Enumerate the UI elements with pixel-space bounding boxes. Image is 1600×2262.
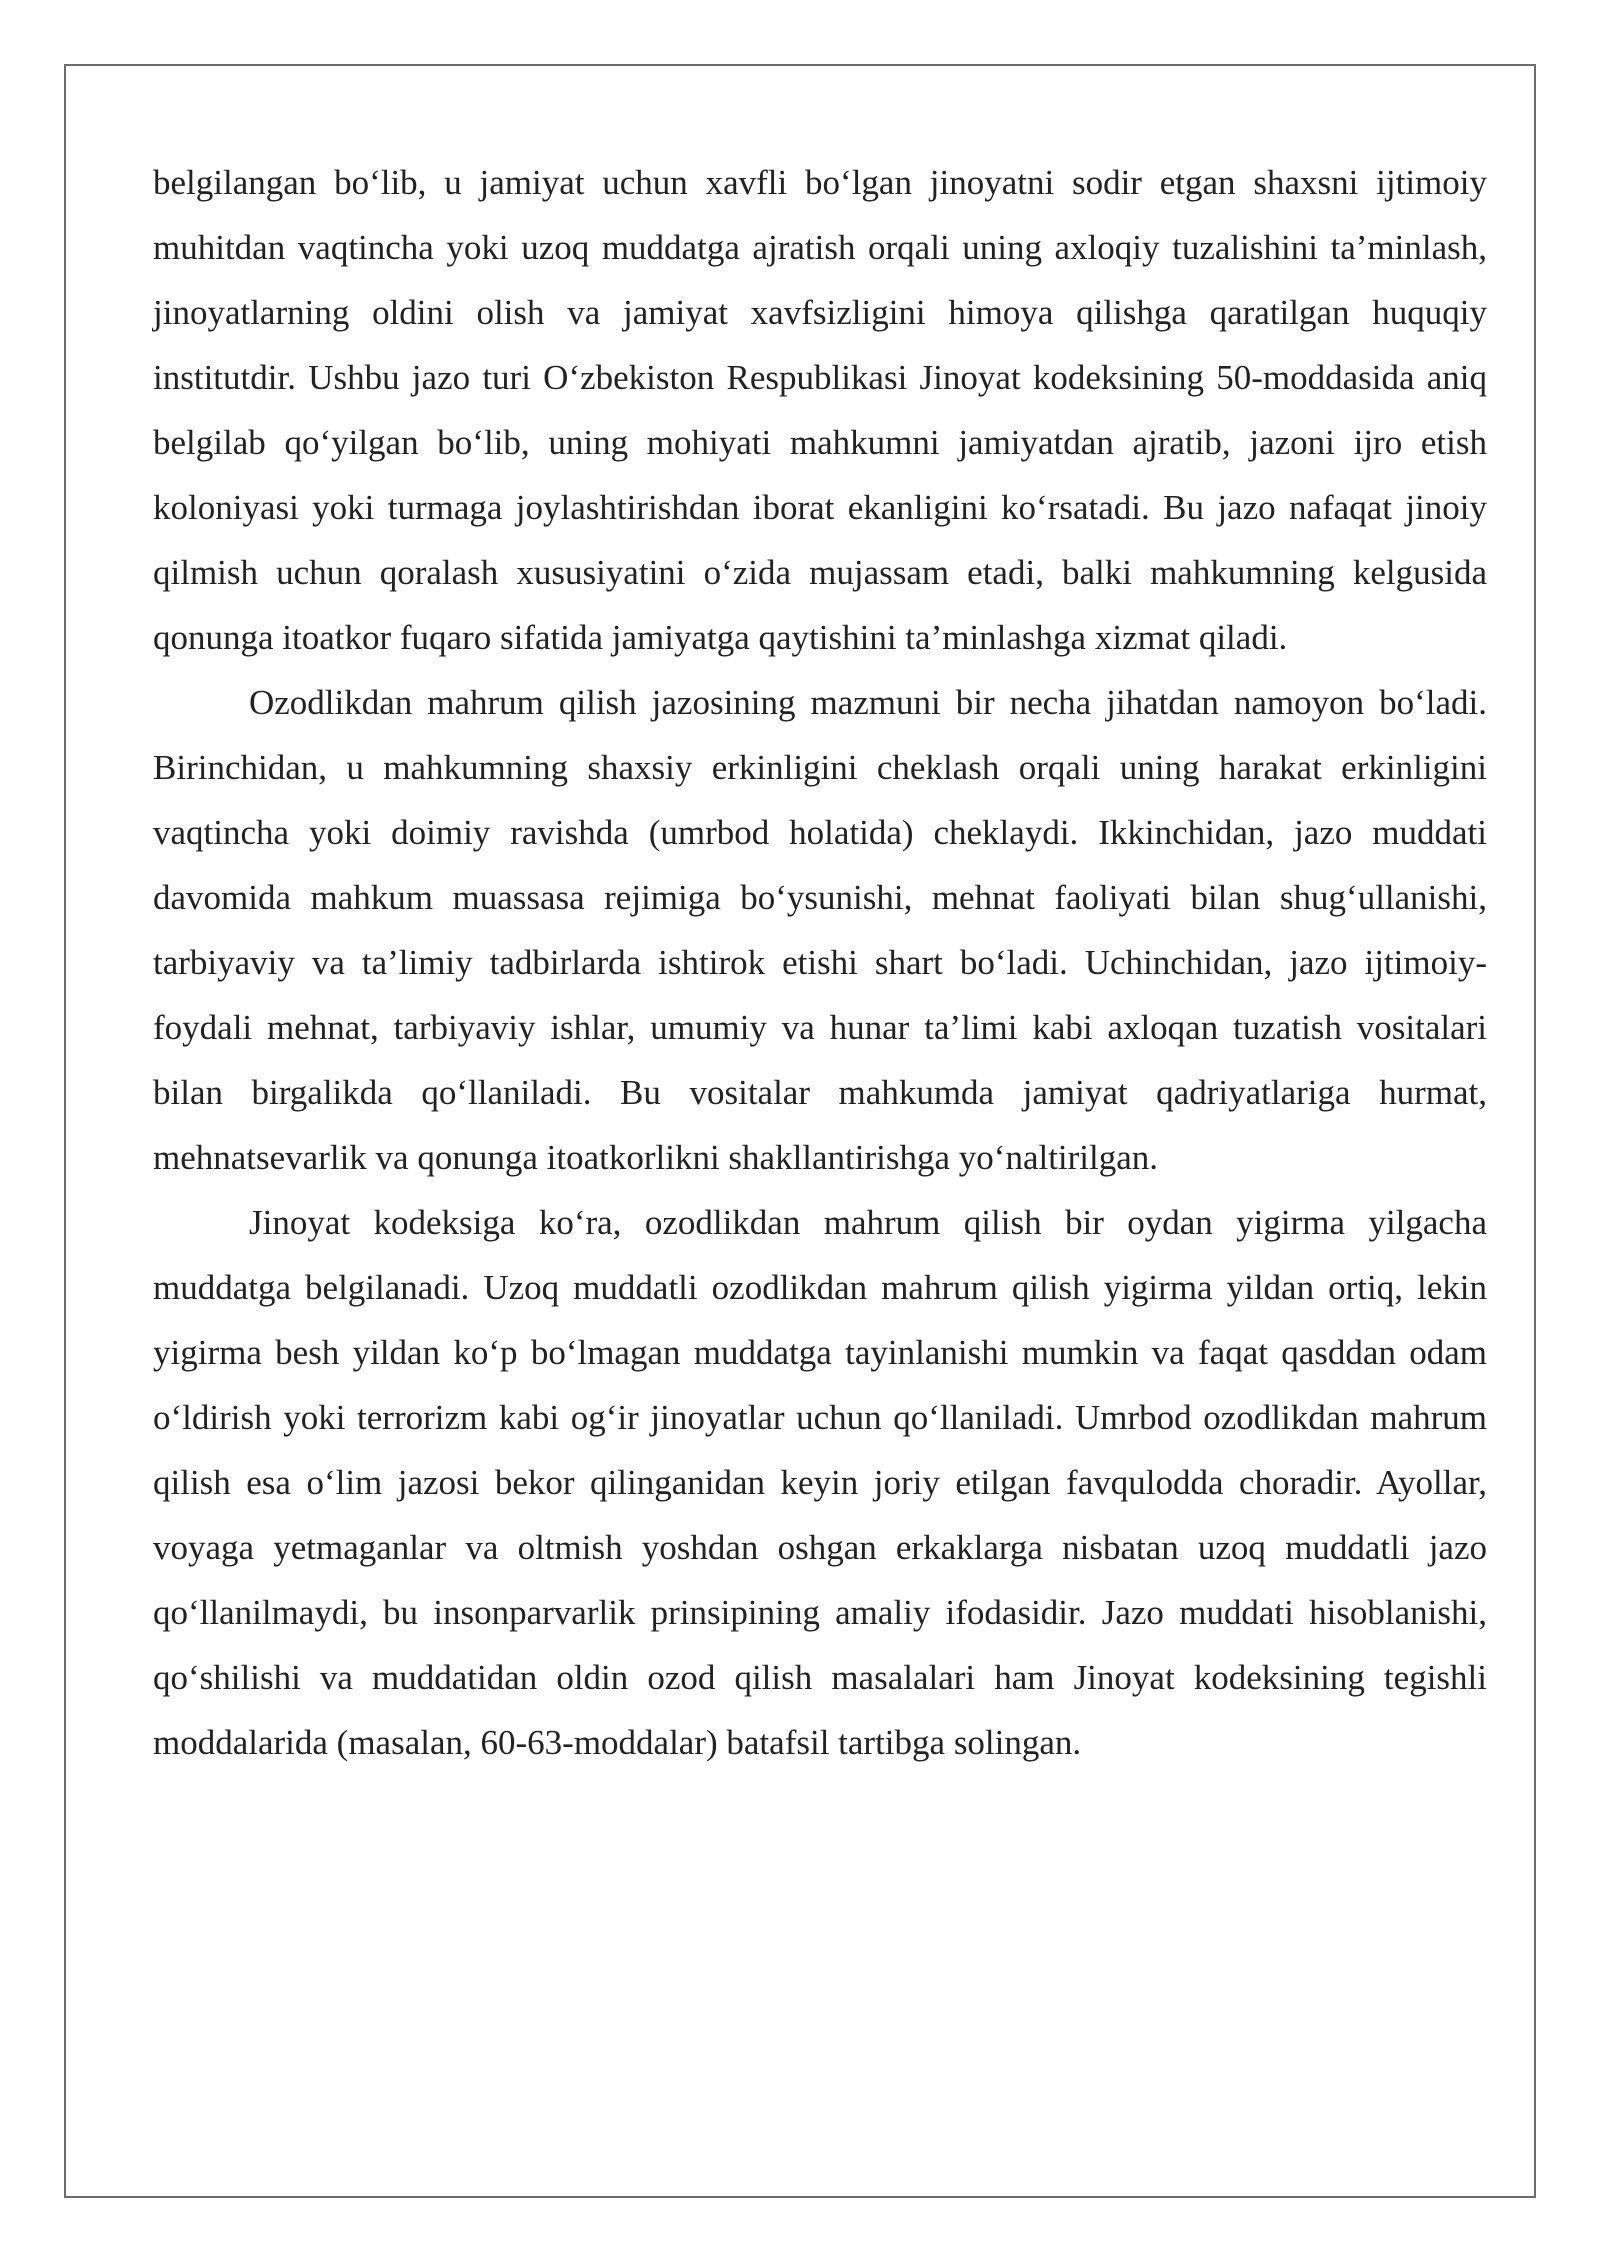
paragraph-3: Jinoyat kodeksiga ko‘ra, ozodlikdan mahrum qilish bir oydan yigirma yilgacha muddatga belgilanadi. Uzoq muddatli ozodlikdan mahrum qilish yigirma yildan ortiq, lekin yigirma besh yildan ko‘p bo‘lmagan muddatga tayinlanishi mumkin va faqat qasddan odam o‘ldirish yoki terrorizm kabi og‘ir jinoyatlar uchun qo‘llaniladi. Umrbod ozodlikdan mahrum qilish esa o‘lim jazosi bekor qilinganidan keyin joriy etilgan favqulodda choradir. Ayollar, voyaga yetmaganlar va oltmish yoshdan oshgan erkaklarga nisbatan uzoq muddatli jazo qo‘llanilmaydi, bu insonparvarlik prinsipining amaliy ifodasidir. Jazo muddati hisoblanishi, qo‘shilishi va muddatidan oldin ozod qilish masalalari ham Jinoyat kodeksining tegishli moddalarida (masalan, 60-63-moddalar) batafsil tartibga solingan. [153, 1203, 1487, 1762]
paragraph-1: belgilangan bo‘lib, u jamiyat uchun xavfli bo‘lgan jinoyatni sodir etgan shaxsni ijtimoiy muhitdan vaqtincha yoki uzoq muddatga ajratish orqali uning axloqiy tuzalishini ta’minlash, jinoyatlarning oldini olish va jamiyat xavfsizligini himoya qilishga qaratilgan huquqiy institutdir. Ushbu jazo turi O‘zbekiston Respublikasi Jinoyat kodeksining 50-moddasida aniq belgilab qo‘yilgan bo‘lib, uning mohiyati mahkumni jamiyatdan ajratib, jazoni ijro etish koloniyasi yoki turmaga joylashtirishdan iborat ekanligini ko‘rsatadi. Bu jazo nafaqat jinoiy qilmish uchun qoralash xususiyatini o‘zida mujassam etadi, balki mahkumning kelgusida qonunga itoatkor fuqaro sifatida jamiyatga qaytishini ta’minlashga xizmat qiladi. [153, 163, 1487, 657]
paragraph-2: Ozodlikdan mahrum qilish jazosining mazmuni bir necha jihatdan namoyon bo‘ladi. Birinchidan, u mahkumning shaxsiy erkinligini cheklash orqali uning harakat erkinligini vaqtincha yoki doimiy ravishda (umrbod holatida) cheklaydi. Ikkinchidan, jazo muddati davomida mahkum muassasa rejimiga bo‘ysunishi, mehnat faoliyati bilan shug‘ullanishi, tarbiyaviy va ta’limiy tadbirlarda ishtirok etishi shart bo‘ladi. Uchinchidan, jazo ijtimoiy-foydali mehnat, tarbiyaviy ishlar, umumiy va hunar ta’limi kabi axloqan tuzatish vositalari bilan birgalikda qo‘llaniladi. Bu vositalar mahkumda jamiyat qadriyatlariga hurmat, mehnatsevarlik va qonunga itoatkorlikni shakllantirishga yo‘naltirilgan. [153, 683, 1487, 1177]
document-body [153, 150, 1487, 1775]
